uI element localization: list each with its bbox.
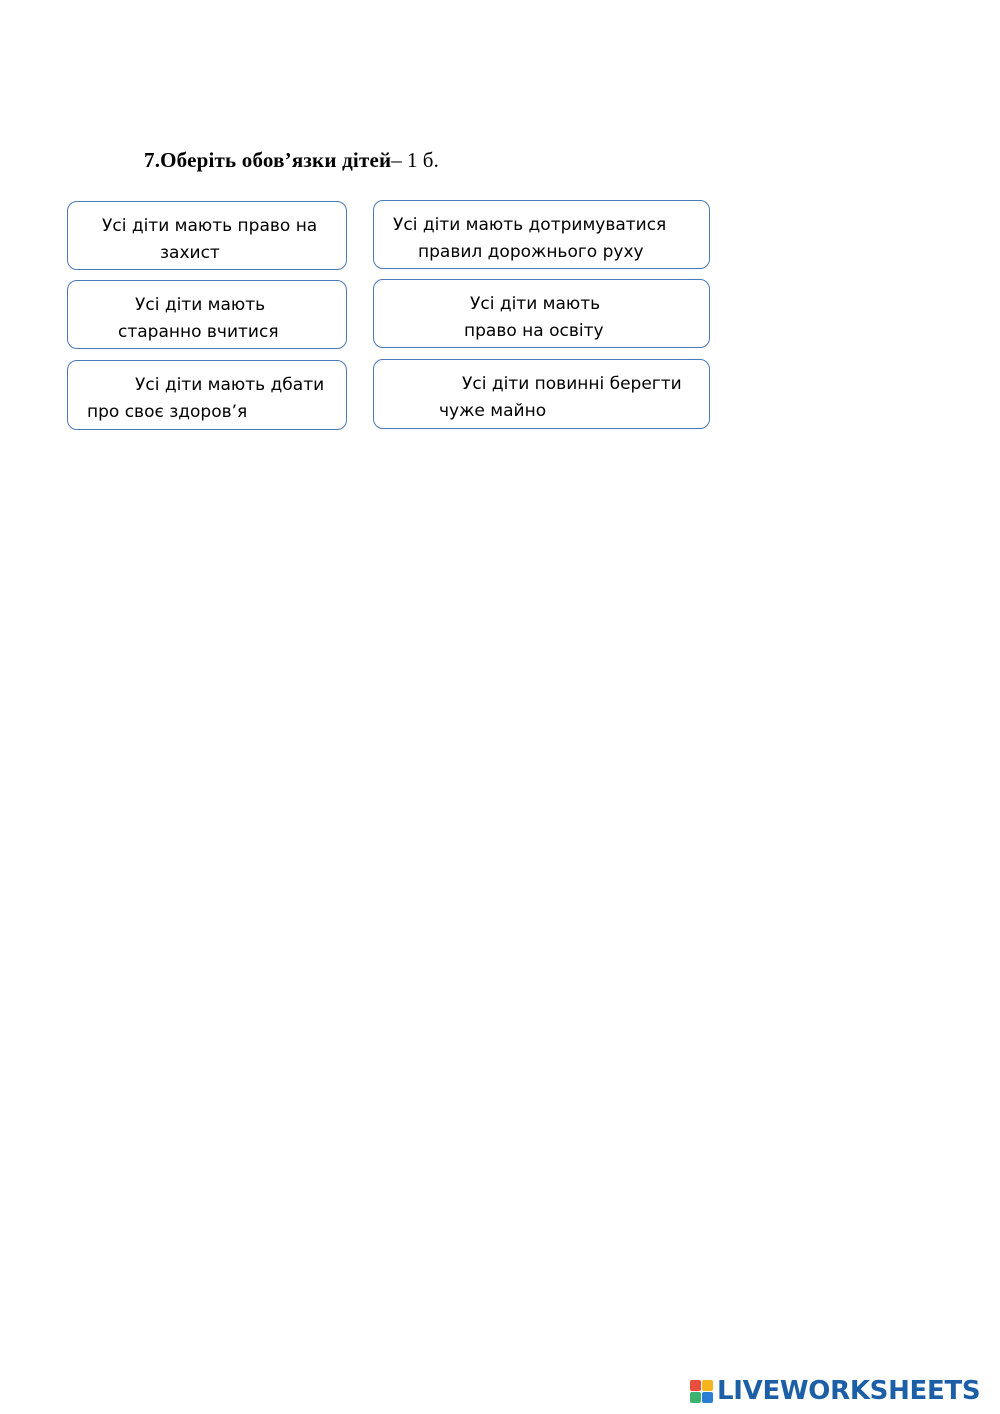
logo-square-i — [702, 1380, 713, 1391]
logo-square-l — [690, 1380, 701, 1391]
option-6-line-2: чуже майно — [439, 401, 547, 421]
option-1-line-1: Усі діти мають право на — [102, 216, 318, 236]
option-card-3[interactable] — [67, 280, 347, 349]
logo-square-e — [702, 1392, 713, 1403]
option-5-line-1: Усі діти мають дбати — [135, 375, 325, 395]
question-text: 7.Оберіть обов’язки дітей — [144, 148, 392, 172]
option-card-4[interactable] — [373, 279, 710, 348]
liveworksheets-logo-icon — [690, 1380, 713, 1403]
question-title — [144, 148, 439, 173]
question-points: – 1 б. — [391, 148, 439, 172]
liveworksheets-logo[interactable] — [690, 1375, 980, 1407]
option-card-2[interactable] — [373, 200, 710, 269]
logo-square-v — [690, 1392, 701, 1403]
option-3-line-2: старанно вчитися — [118, 322, 279, 342]
option-6-line-1: Усі діти повинні берегти — [462, 374, 682, 394]
option-3-line-1: Усі діти мають — [135, 295, 266, 315]
option-card-6[interactable] — [373, 359, 710, 429]
option-5-line-2: про своє здоров’я — [87, 402, 248, 422]
option-4-line-1: Усі діти мають — [470, 294, 601, 314]
option-2-line-1: Усі діти мають дотримуватися — [393, 215, 667, 235]
option-2-line-2: правил дорожнього руху — [418, 242, 644, 262]
option-card-5[interactable] — [67, 360, 347, 430]
option-4-line-2: право на освіту — [464, 321, 604, 341]
option-1-line-2: захист — [160, 243, 220, 263]
option-card-1[interactable] — [67, 201, 347, 270]
logo-text: LIVEWORKSHEETS — [717, 1376, 981, 1406]
